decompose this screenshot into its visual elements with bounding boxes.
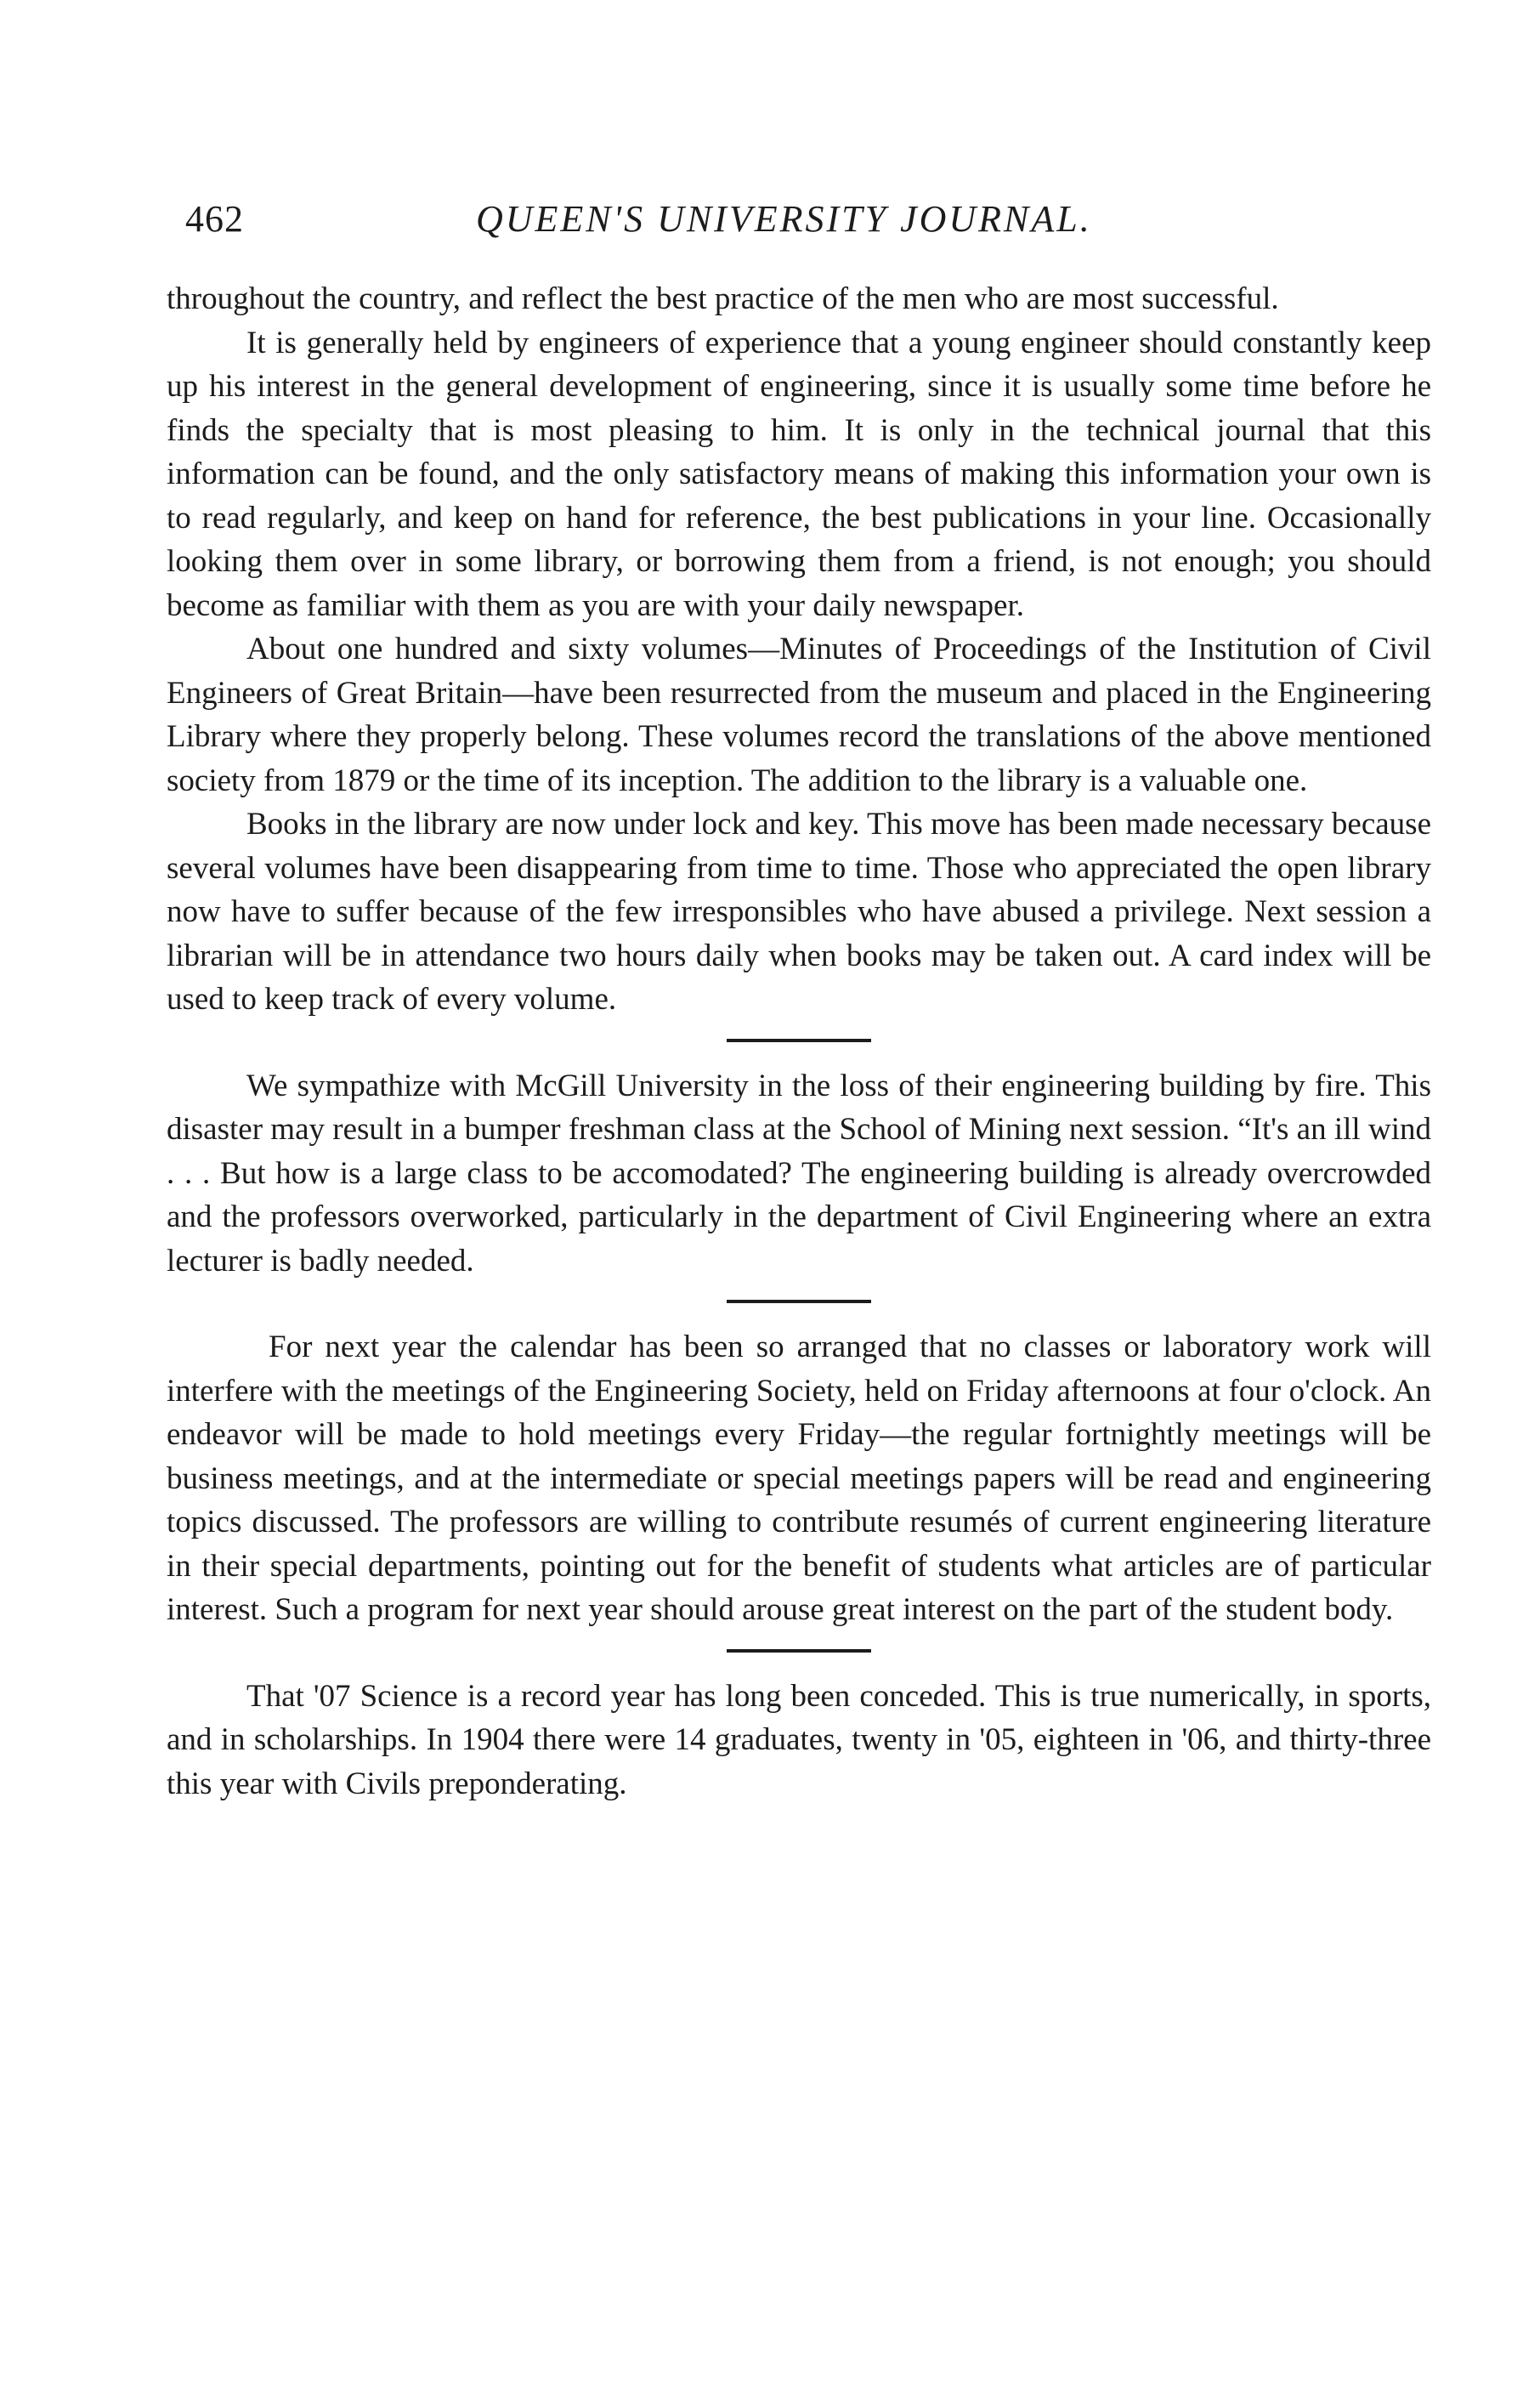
paragraph-engineering-society: For next year the calendar has been so arranged that no classes or laboratory work will interfere with the meetings of the Engineering Society, held on Friday afternoons at four o'clock. An endeavor will be made to hold meetings every Friday—the regular fortnightly meetings will be business meetings, and at the intermediate or special meetings papers will be read and engineering topics discussed. The professors are willing to contribute resumés of current engineering literature in their special departments, pointing out for the benefit of students what articles are of particular interest. Such a program for next year should arouse great interest on the part of the student body.: [167, 1330, 1431, 1627]
paragraph-library-lock: Books in the library are now under lock and key. This move has been made necessary because several volumes have been disappearing from time to time. Those who appreciated the open library now have to suffer because of the few irresponsibles who have abused a privilege. Next session a librarian will be in attendance two hours daily when books may be taken out. A card index will be used to keep track of every volume.: [167, 807, 1431, 1017]
paragraph-proceedings-volumes: About one hundred and sixty volumes—Minutes of Proceedings of the Institution of Civil Engineers of Great Britain—have been resurrected from the museum and placed in the Engineering Library where they properly belong. These volumes record the translations of the above mentioned society from 1879 or the time of its inception. The addition to the library is a valuable one.: [167, 632, 1431, 798]
paragraph-technical-journals: It is generally held by engineers of experience that a young engineer should constantly keep up his interest in the general development of engineering, since it is usually some time before he finds the specialty that is most pleasing to him. It is only in the technical journal that this information can be found, and the only satisfactory means of making this information your own is to read regularly, and keep on hand for reference, the best publications in your line. Occasionally looking them over in some library, or borrowing them from a friend, is not enough; you should become as familiar with them as you are with your daily newspaper.: [167, 325, 1431, 623]
section-divider: [727, 1300, 871, 1303]
article-body: [167, 277, 1431, 1806]
paragraph-continued: throughout the country, and reflect the best practice of the men who are most successful.: [167, 281, 1279, 316]
section-divider: [727, 1039, 871, 1042]
running-head: QUEEN'S UNIVERSITY JOURNAL.: [476, 198, 1092, 240]
page-header: [170, 197, 1428, 257]
page-number: 462: [185, 198, 244, 240]
paragraph-science-07: That '07 Science is a record year has long been conceded. This is true numerically, in sports, and in scholarships. In 1904 there were 14 graduates, twenty in '05, eighteen in '06, and thirty-three this year with Civils preponderating.: [167, 1678, 1431, 1801]
section-divider: [727, 1649, 871, 1653]
paragraph-mcgill-fire: We sympathize with McGill University in the loss of their engineering building by fire. This disaster may result in a bumper freshman class at the School of Mining next session. “It's an ill wind . . . But how is a large class to be accomodated? The engineering building is already overcrowded and the professors overworked, particularly in the department of Civil Engineering where an extra lecturer is badly needed.: [167, 1068, 1431, 1279]
